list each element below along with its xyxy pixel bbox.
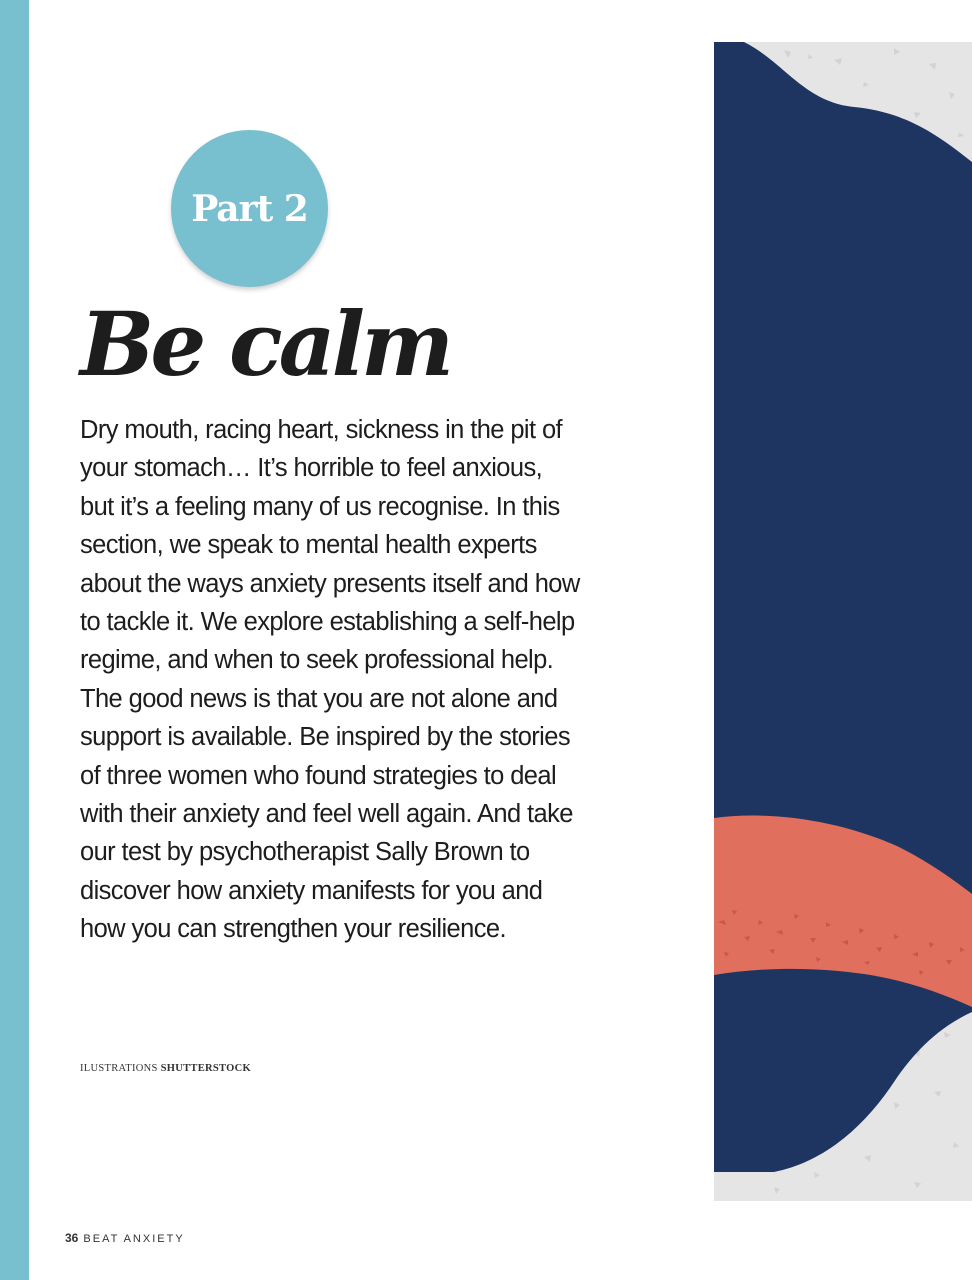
part-badge-label: Part 2 bbox=[191, 187, 308, 230]
page-edge-color-bar bbox=[0, 0, 29, 1280]
illustration-credit bbox=[80, 1063, 251, 1074]
publication-title: BEAT ANXIETY bbox=[83, 1233, 185, 1245]
headline: Be calm bbox=[80, 292, 451, 396]
credit-source: SHUTTERSTOCK bbox=[160, 1063, 251, 1074]
navy-shape bbox=[714, 42, 972, 1172]
page-folio bbox=[65, 1231, 185, 1245]
intro-paragraph: Dry mouth, racing heart, sickness in the pit of your stomach… It’s horrible to feel anxious, but it’s a feeling many of us recognise. In this section, we speak to mental health experts about the ways anxiety presents itself and how to tackle it. We explore establishing a self-help regime, and when to seek professional help. The good news is that you are not alone and support is available. Be inspired by the stories of three women who found strategies to deal with their anxiety and feel well again. And take our test by psychotherapist Sally Brown to discover how anxiety manifests for you and how you can strengthen your resilience. bbox=[80, 416, 580, 944]
credit-label: ILUSTRATIONS bbox=[80, 1063, 158, 1074]
abstract-shapes-illustration bbox=[714, 42, 972, 1201]
page-number: 36 bbox=[65, 1231, 79, 1245]
decorative-illustration bbox=[714, 42, 972, 1201]
part-badge bbox=[171, 130, 328, 287]
